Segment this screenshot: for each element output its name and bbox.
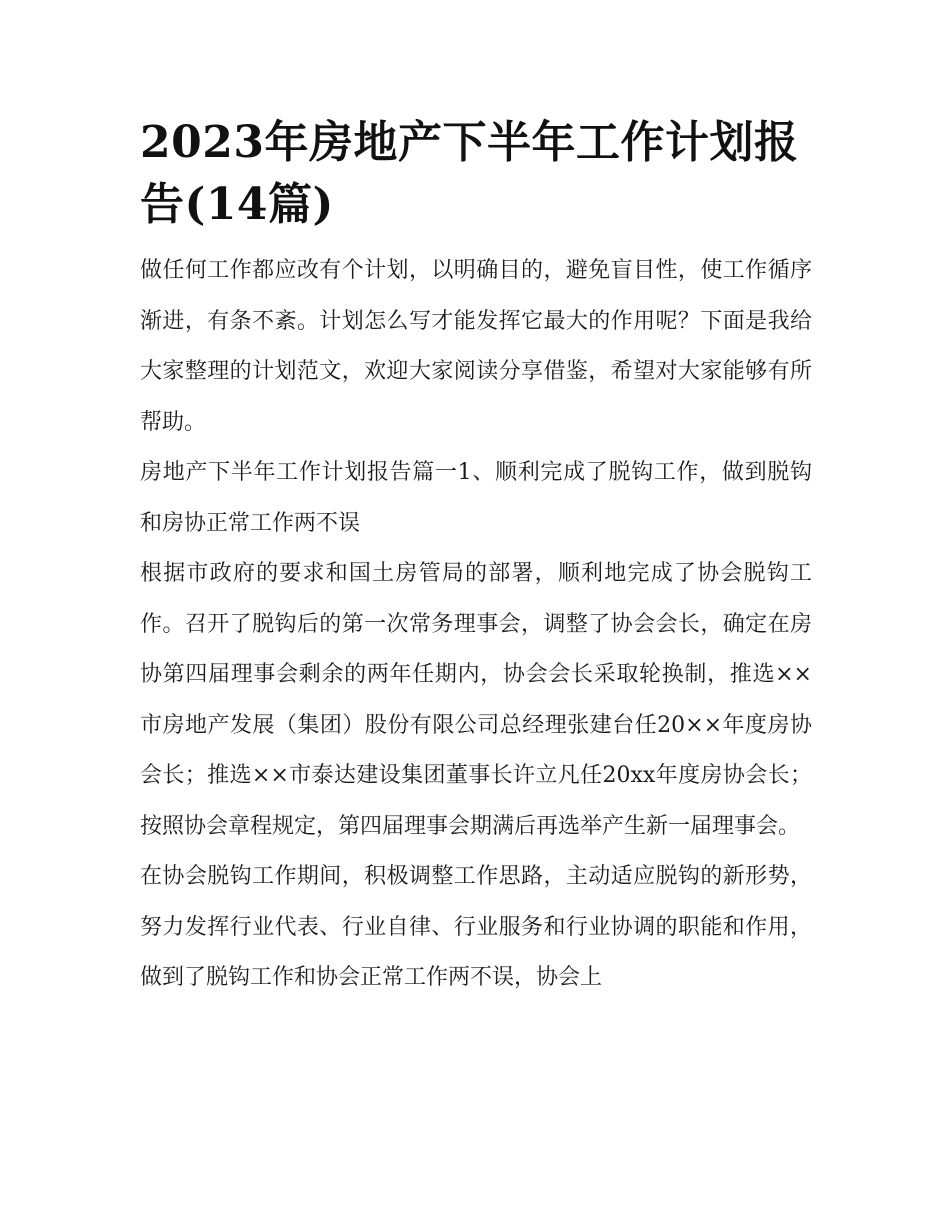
paragraph-intro: 做任何工作都应改有个计划，以明确目的，避免盲目性，使工作循序渐进，有条不紊。计划怎么写才能发挥它最大的作用呢？下面是我给大家整理的计划范文，欢迎大家阅读分享借鉴，希望对大家能够有所帮助。 — [140, 258, 812, 435]
paragraph-section-heading: 房地产下半年工作计划报告篇一1、顺利完成了脱钩工作，做到脱钩和房协正常工作两不误 — [140, 460, 812, 536]
paragraph-decoupling: 根据市政府的要求和国土房管局的部署，顺利地完成了协会脱钩工作。召开了脱钩后的第一次常务理事会，调整了协会会长，确定在房协第四届理事会剩余的两年任期内，协会会长采取轮换制，推选××市房地产发展（集团）股份有限公司总经理张建台任20××年度房协会长；推选××市泰达建设集团董事长许立凡任20xx年度房协会长；按照协会章程规定，第四届理事会期满后再选举产生新一届理事会。 — [140, 561, 812, 839]
paragraph-work-period: 在协会脱钩工作期间，积极调整工作思路，主动适应脱钩的新形势，努力发挥行业代表、行业自律、行业服务和行业协调的职能和作用，做到了脱钩工作和协会正常工作两不误，协会上 — [140, 864, 812, 990]
document-body — [140, 112, 812, 1004]
document-title: 2023年房地产下半年工作计划报告(14篇) — [140, 117, 799, 230]
